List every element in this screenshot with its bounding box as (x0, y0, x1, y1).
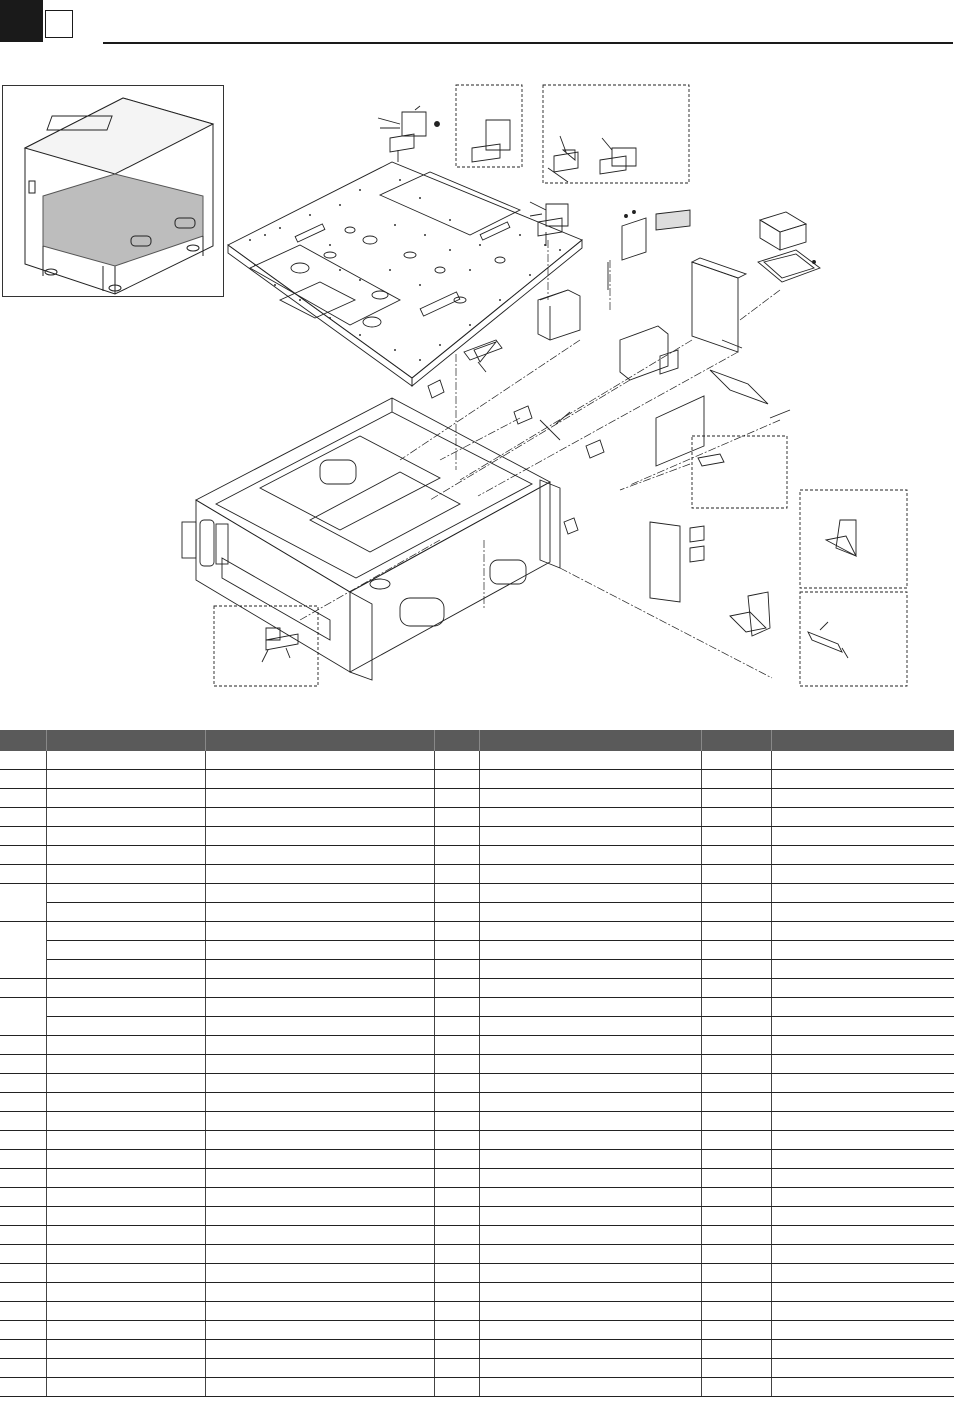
table-cell (205, 979, 434, 998)
table-cell (434, 960, 479, 979)
exploded-parts-diagram (0, 0, 954, 700)
table-cell (434, 903, 479, 922)
table-cell (46, 1150, 205, 1169)
table-cell (479, 1017, 701, 1036)
table-row (0, 884, 954, 903)
table-cell (479, 789, 701, 808)
table-cell (205, 1169, 434, 1188)
table-row (0, 1207, 954, 1226)
table-row (0, 979, 954, 998)
table-cell (434, 1055, 479, 1074)
table-cell (701, 865, 771, 884)
table-row (0, 808, 954, 827)
table-cell (479, 1131, 701, 1150)
table-cell (434, 884, 479, 903)
table-cell (479, 960, 701, 979)
table-cell (434, 1264, 479, 1283)
table-cell (479, 998, 701, 1017)
table-cell (0, 1245, 46, 1264)
table-cell (0, 1093, 46, 1112)
table-cell (479, 1093, 701, 1112)
table-cell (771, 1131, 954, 1150)
table-cell (434, 827, 479, 846)
table-cell (46, 941, 205, 960)
table-cell (205, 1359, 434, 1378)
table-cell (434, 1283, 479, 1302)
table-cell (434, 979, 479, 998)
table-cell (771, 1150, 954, 1169)
table-cell (205, 998, 434, 1017)
table-cell (434, 1074, 479, 1093)
table-cell (205, 1378, 434, 1397)
table-row (0, 922, 954, 941)
table-cell (205, 751, 434, 770)
table-cell (205, 1150, 434, 1169)
col-header-part-number-2 (479, 730, 701, 751)
table-cell (701, 1169, 771, 1188)
table-cell (701, 846, 771, 865)
table-cell (479, 1302, 701, 1321)
table-cell (771, 941, 954, 960)
table-cell (479, 827, 701, 846)
col-header-part-number (46, 730, 205, 751)
table-cell (46, 1131, 205, 1150)
table-cell (479, 1055, 701, 1074)
table-cell (205, 903, 434, 922)
table-cell (46, 770, 205, 789)
table-row (0, 998, 954, 1017)
table-cell (46, 1169, 205, 1188)
top-plate (228, 162, 582, 386)
table-cell (771, 1378, 954, 1397)
table-row (0, 1017, 954, 1036)
table-cell (434, 1188, 479, 1207)
table-row (0, 1321, 954, 1340)
table-cell (771, 1055, 954, 1074)
table-cell (771, 960, 954, 979)
table-cell (46, 960, 205, 979)
table-cell (46, 1340, 205, 1359)
table-cell (701, 827, 771, 846)
table-cell (479, 1169, 701, 1188)
table-row (0, 770, 954, 789)
table-cell (46, 751, 205, 770)
table-cell (46, 1226, 205, 1245)
table-cell (205, 1302, 434, 1321)
table-cell (701, 1093, 771, 1112)
table-cell (0, 1169, 46, 1188)
table-cell (0, 1226, 46, 1245)
table-cell (479, 751, 701, 770)
table-cell (46, 998, 205, 1017)
table-cell (771, 1245, 954, 1264)
table-cell (46, 1245, 205, 1264)
table-cell (0, 1188, 46, 1207)
table-cell (0, 979, 46, 998)
table-row (0, 865, 954, 884)
table-cell (46, 1188, 205, 1207)
table-cell (46, 1264, 205, 1283)
table-cell (205, 1340, 434, 1359)
table-cell (0, 827, 46, 846)
table-cell (46, 865, 205, 884)
col-header-description (205, 730, 434, 751)
table-row (0, 1226, 954, 1245)
table-cell (701, 998, 771, 1017)
filter-regulator (182, 520, 228, 566)
table-cell (771, 1302, 954, 1321)
table-cell (771, 1074, 954, 1093)
table-cell (771, 903, 954, 922)
table-cell (701, 1283, 771, 1302)
table-cell (46, 1207, 205, 1226)
table-cell (205, 884, 434, 903)
table-cell (46, 1302, 205, 1321)
table-cell (0, 884, 46, 922)
table-cell (479, 903, 701, 922)
table-cell (46, 1017, 205, 1036)
table-cell (479, 941, 701, 960)
table-cell (0, 1055, 46, 1074)
parts-table-body (0, 751, 954, 1397)
table-cell (701, 922, 771, 941)
table-row (0, 827, 954, 846)
table-row (0, 903, 954, 922)
table-cell (771, 827, 954, 846)
table-cell (205, 941, 434, 960)
table-cell (701, 1131, 771, 1150)
table-cell (434, 1207, 479, 1226)
table-cell (771, 846, 954, 865)
table-row (0, 1378, 954, 1397)
table-cell (205, 1017, 434, 1036)
table-cell (434, 1321, 479, 1340)
table-cell (701, 941, 771, 960)
table-cell (46, 979, 205, 998)
table-cell (0, 1112, 46, 1131)
table-cell (46, 1359, 205, 1378)
table-row (0, 1245, 954, 1264)
table-cell (205, 770, 434, 789)
table-cell (701, 751, 771, 770)
table-cell (701, 903, 771, 922)
table-cell (479, 808, 701, 827)
table-cell (479, 1321, 701, 1340)
table-cell (0, 1321, 46, 1340)
table-cell (479, 1207, 701, 1226)
table-cell (434, 1378, 479, 1397)
table-cell (205, 1131, 434, 1150)
table-cell (0, 770, 46, 789)
table-row (0, 1283, 954, 1302)
table-cell (479, 865, 701, 884)
table-cell (205, 1283, 434, 1302)
table-cell (701, 1150, 771, 1169)
table-cell (771, 1112, 954, 1131)
main-frame (196, 398, 560, 680)
table-cell (701, 1359, 771, 1378)
parts-table-header (0, 730, 954, 751)
table-row (0, 1188, 954, 1207)
table-cell (701, 1340, 771, 1359)
table-row (0, 1074, 954, 1093)
table-cell (0, 1378, 46, 1397)
table-cell (771, 1340, 954, 1359)
table-cell (434, 922, 479, 941)
table-cell (434, 998, 479, 1017)
table-cell (701, 1378, 771, 1397)
table-cell (701, 884, 771, 903)
table-cell (479, 1074, 701, 1093)
table-cell (434, 1131, 479, 1150)
table-row (0, 1112, 954, 1131)
table-row (0, 1036, 954, 1055)
table-cell (205, 827, 434, 846)
table-cell (771, 1207, 954, 1226)
table-cell (434, 770, 479, 789)
table-cell (205, 922, 434, 941)
table-cell (479, 1226, 701, 1245)
table-cell (479, 770, 701, 789)
col-header-qty (701, 730, 771, 751)
table-cell (434, 1340, 479, 1359)
table-cell (701, 1055, 771, 1074)
table-cell (0, 1264, 46, 1283)
table-cell (701, 979, 771, 998)
table-cell (0, 808, 46, 827)
table-cell (205, 1093, 434, 1112)
table-cell (0, 1340, 46, 1359)
table-cell (46, 789, 205, 808)
table-row (0, 1093, 954, 1112)
table-cell (205, 1264, 434, 1283)
table-cell (434, 941, 479, 960)
table-cell (0, 1359, 46, 1378)
table-cell (771, 1226, 954, 1245)
table-cell (771, 1264, 954, 1283)
table-cell (434, 1226, 479, 1245)
table-row (0, 1150, 954, 1169)
table-cell (479, 922, 701, 941)
table-cell (205, 808, 434, 827)
table-cell (0, 922, 46, 979)
table-row (0, 1340, 954, 1359)
table-cell (46, 1036, 205, 1055)
table-cell (46, 1074, 205, 1093)
table-cell (479, 846, 701, 865)
table-cell (479, 979, 701, 998)
table-cell (434, 1302, 479, 1321)
table-cell (0, 865, 46, 884)
table-cell (771, 770, 954, 789)
table-cell (701, 1321, 771, 1340)
table-cell (479, 1150, 701, 1169)
table-cell (0, 846, 46, 865)
table-cell (479, 1245, 701, 1264)
table-cell (205, 1207, 434, 1226)
table-cell (46, 1112, 205, 1131)
table-cell (205, 1321, 434, 1340)
table-cell (771, 808, 954, 827)
table-row (0, 1169, 954, 1188)
table-cell (771, 1169, 954, 1188)
table-cell (771, 1283, 954, 1302)
table-cell (46, 808, 205, 827)
table-cell (701, 1264, 771, 1283)
table-cell (0, 1283, 46, 1302)
table-cell (0, 1150, 46, 1169)
table-cell (205, 1055, 434, 1074)
table-cell (771, 922, 954, 941)
table-cell (479, 1283, 701, 1302)
table-cell (701, 1302, 771, 1321)
table-cell (205, 1226, 434, 1245)
table-cell (701, 770, 771, 789)
col-header-no (0, 730, 46, 751)
table-cell (479, 1359, 701, 1378)
table-cell (0, 998, 46, 1036)
table-cell (771, 789, 954, 808)
table-row (0, 846, 954, 865)
table-row (0, 960, 954, 979)
table-cell (771, 998, 954, 1017)
table-cell (0, 1131, 46, 1150)
table-cell (701, 789, 771, 808)
parts-list-table (0, 730, 954, 1397)
table-cell (701, 1226, 771, 1245)
table-cell (771, 979, 954, 998)
table-cell (771, 1359, 954, 1378)
table-cell (46, 903, 205, 922)
table-cell (771, 884, 954, 903)
table-cell (434, 1093, 479, 1112)
table-cell (479, 884, 701, 903)
table-cell (701, 1112, 771, 1131)
table-cell (701, 1188, 771, 1207)
table-cell (434, 789, 479, 808)
table-cell (46, 1055, 205, 1074)
table-cell (205, 846, 434, 865)
table-row (0, 941, 954, 960)
table-cell (46, 1283, 205, 1302)
table-cell (0, 789, 46, 808)
table-cell (479, 1340, 701, 1359)
table-cell (205, 1074, 434, 1093)
col-header-no-2 (434, 730, 479, 751)
table-cell (434, 751, 479, 770)
table-cell (0, 751, 46, 770)
table-cell (46, 827, 205, 846)
table-cell (0, 1302, 46, 1321)
table-cell (205, 789, 434, 808)
table-cell (205, 865, 434, 884)
table-cell (205, 1036, 434, 1055)
table-cell (479, 1112, 701, 1131)
table-cell (205, 1245, 434, 1264)
table-cell (479, 1378, 701, 1397)
table-cell (479, 1036, 701, 1055)
table-cell (46, 884, 205, 903)
table-cell (205, 1188, 434, 1207)
table-cell (434, 846, 479, 865)
table-cell (0, 1036, 46, 1055)
table-cell (205, 960, 434, 979)
table-cell (46, 922, 205, 941)
table-cell (771, 1093, 954, 1112)
table-cell (701, 960, 771, 979)
table-cell (434, 865, 479, 884)
table-cell (701, 1245, 771, 1264)
table-cell (46, 846, 205, 865)
table-cell (479, 1188, 701, 1207)
table-cell (0, 1074, 46, 1093)
table-cell (434, 1169, 479, 1188)
table-row (0, 751, 954, 770)
table-cell (701, 1036, 771, 1055)
table-row (0, 1131, 954, 1150)
table-cell (0, 1207, 46, 1226)
table-cell (434, 808, 479, 827)
table-cell (771, 1321, 954, 1340)
table-cell (434, 1359, 479, 1378)
table-row (0, 1359, 954, 1378)
table-cell (46, 1321, 205, 1340)
table-cell (771, 865, 954, 884)
table-cell (46, 1093, 205, 1112)
table-cell (701, 1074, 771, 1093)
col-header-remarks (771, 730, 954, 751)
table-cell (434, 1017, 479, 1036)
table-cell (771, 1036, 954, 1055)
table-cell (434, 1150, 479, 1169)
table-cell (479, 1264, 701, 1283)
table-row (0, 1302, 954, 1321)
table-cell (46, 1378, 205, 1397)
table-cell (434, 1245, 479, 1264)
table-row (0, 1264, 954, 1283)
table-cell (205, 1112, 434, 1131)
table-cell (434, 1112, 479, 1131)
table-cell (771, 1017, 954, 1036)
table-cell (771, 1188, 954, 1207)
table-row (0, 789, 954, 808)
table-cell (701, 808, 771, 827)
table-cell (771, 751, 954, 770)
table-cell (434, 1036, 479, 1055)
table-row (0, 1055, 954, 1074)
table-cell (701, 1207, 771, 1226)
table-cell (701, 1017, 771, 1036)
